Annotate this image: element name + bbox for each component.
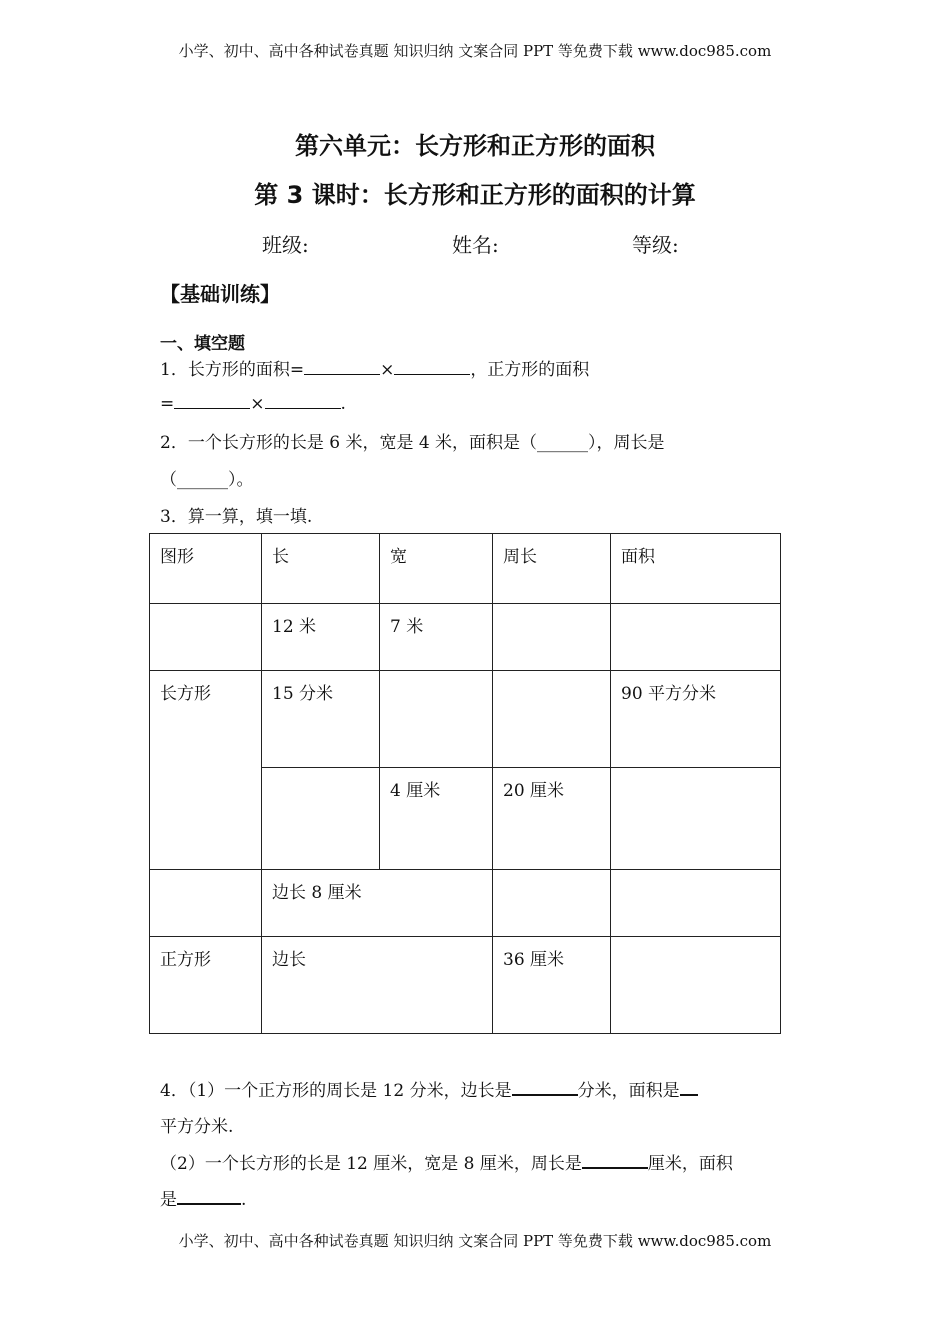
cell-side: 边长 8 厘米 (262, 870, 493, 937)
q1-text-a: 1．长方形的面积= (160, 360, 305, 380)
q4-end: . (241, 1190, 247, 1210)
q1-blank-3[interactable] (174, 392, 250, 409)
header-length: 长 (262, 534, 380, 604)
cell-perimeter-empty[interactable] (493, 870, 611, 937)
cell-area-empty[interactable] (611, 937, 781, 1034)
cell-length-empty[interactable] (262, 768, 380, 870)
cell-area-empty[interactable] (611, 768, 781, 870)
cell-length: 12 米 (262, 604, 380, 671)
question-3: 3．算一算，填一填. (160, 507, 313, 527)
q1-end: . (340, 394, 346, 414)
cell-side: 边长 (262, 937, 493, 1034)
page-header: 小学、初中、高中各种试卷真题 知识归纳 文案合同 PPT 等免费下载 www.doc985.com (178, 42, 772, 60)
question-4-line-4 (160, 1185, 246, 1210)
table-header-row (150, 534, 781, 604)
header-perimeter: 周长 (493, 534, 611, 604)
q4-blank-side[interactable] (512, 1078, 578, 1096)
q4-blank-area-2[interactable] (177, 1187, 241, 1205)
lesson-title: 第 3 课时：长方形和正方形的面积的计算 (254, 181, 696, 209)
q4-blank-area[interactable] (680, 1078, 698, 1096)
q4-text-c: （2）一个长方形的长是 12 厘米，宽是 8 厘米，周长是 (160, 1154, 582, 1174)
section-heading: 【基础训练】 (160, 282, 280, 306)
q1-times-2: × (250, 394, 265, 414)
cell-perimeter-empty[interactable] (493, 671, 611, 768)
question-2-line-2: （______）。 (160, 470, 254, 490)
question-4-line-2: 平方分米. (160, 1117, 234, 1137)
class-label: 班级: (262, 233, 309, 257)
name-label: 姓名: (452, 233, 499, 257)
q1-text-c: = (160, 394, 175, 414)
header-area: 面积 (611, 534, 781, 604)
cell-square-label: 正方形 (150, 937, 262, 1034)
cell-perimeter-empty[interactable] (493, 604, 611, 671)
cell-area-empty[interactable] (611, 870, 781, 937)
table-row (150, 870, 781, 937)
cell-rectangle-label: 长方形 (150, 671, 262, 870)
q4-text-b: 分米，面积是 (577, 1081, 680, 1101)
question-4-line-3 (160, 1149, 733, 1174)
q1-blank-2[interactable] (394, 358, 470, 375)
question-1-line-2 (160, 392, 346, 414)
question-1-line-1 (160, 355, 589, 380)
q4-text-e: 是 (160, 1190, 177, 1210)
q1-text-b: ，正方形的面积 (470, 360, 590, 380)
cell-shape-empty[interactable] (150, 604, 262, 671)
cell-perimeter: 36 厘米 (493, 937, 611, 1034)
cell-width: 7 米 (380, 604, 493, 671)
cell-shape-empty[interactable] (150, 870, 262, 937)
header-shape: 图形 (150, 534, 262, 604)
unit-title: 第六单元：长方形和正方形的面积 (295, 132, 655, 160)
answer-table (149, 533, 781, 1034)
question-2-line-1: 2．一个长方形的长是 6 米，宽是 4 米，面积是（______），周长是 (160, 433, 665, 453)
cell-length: 15 分米 (262, 671, 380, 768)
q1-blank-1[interactable] (304, 358, 380, 375)
cell-width-empty[interactable] (380, 671, 493, 768)
q4-text-d: 厘米，面积 (647, 1154, 733, 1174)
grade-label: 等级: (632, 233, 679, 257)
table-row (150, 937, 781, 1034)
q4-text-a: 4．（1）一个正方形的周长是 12 分米，边长是 (160, 1081, 512, 1101)
table-row (150, 604, 781, 671)
q1-blank-4[interactable] (265, 392, 341, 409)
cell-area: 90 平方分米 (611, 671, 781, 768)
header-width: 宽 (380, 534, 493, 604)
cell-perimeter: 20 厘米 (493, 768, 611, 870)
q4-blank-perimeter[interactable] (582, 1151, 648, 1169)
table-row (150, 671, 781, 768)
cell-area-empty[interactable] (611, 604, 781, 671)
part-heading: 一、填空题 (160, 334, 245, 354)
page-footer: 小学、初中、高中各种试卷真题 知识归纳 文案合同 PPT 等免费下载 www.doc985.com (178, 1232, 772, 1250)
cell-width: 4 厘米 (380, 768, 493, 870)
question-4-line-1 (160, 1076, 698, 1101)
q1-times-1: × (380, 360, 395, 380)
